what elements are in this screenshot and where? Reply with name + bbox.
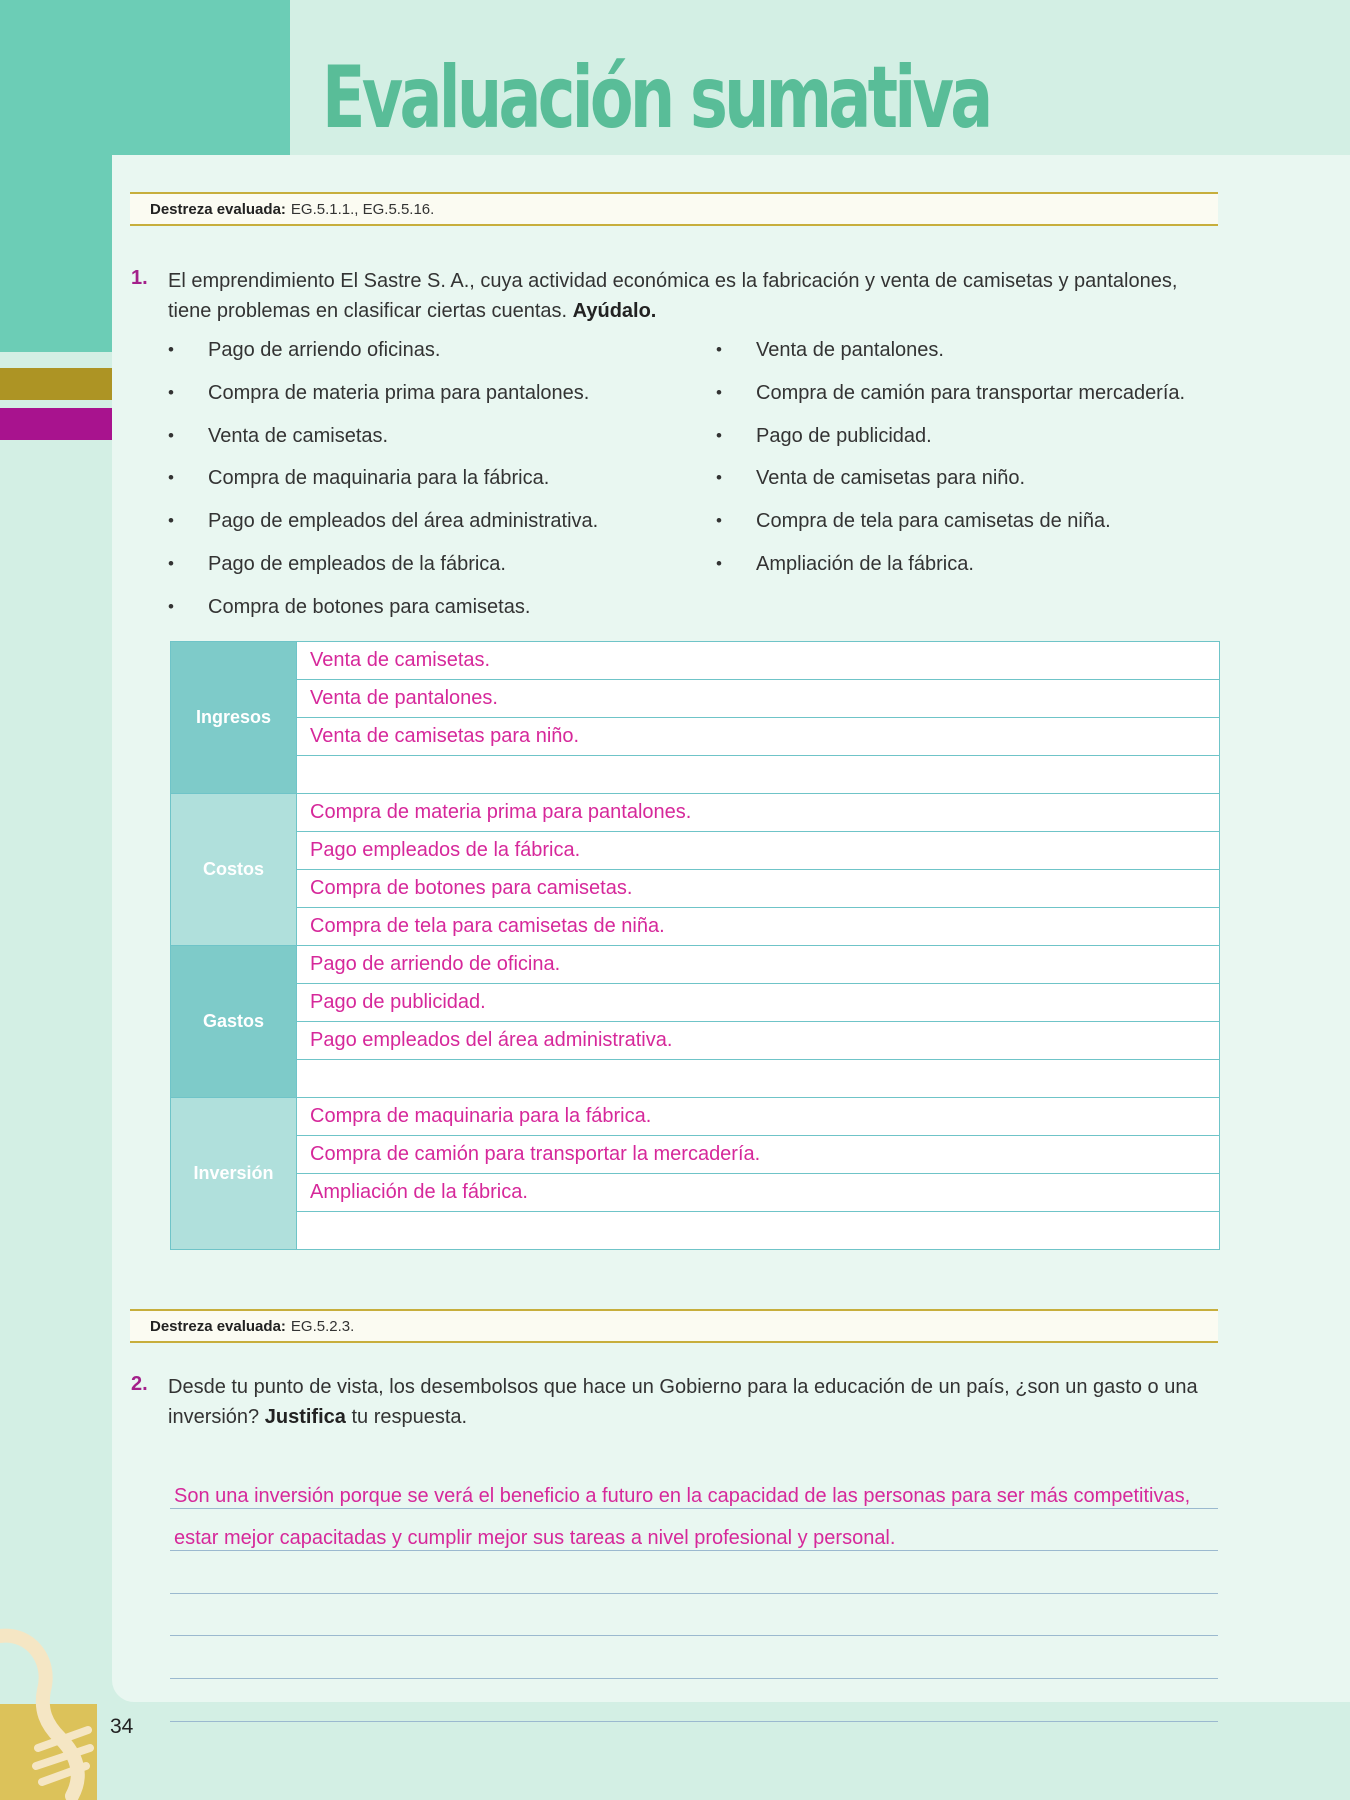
answer-cell[interactable]: Compra de materia prima para pantalones. [297, 794, 1220, 832]
list-item: • Venta de pantalones. [716, 332, 1185, 375]
question-2-emphasis: Justifica [264, 1406, 346, 1428]
answer-cell[interactable]: Pago empleados de la fábrica. [297, 832, 1220, 870]
skill-codes: EG.5.1.1., EG.5.5.16. [290, 200, 435, 218]
answer-cell[interactable]: Venta de camisetas para niño. [297, 718, 1220, 756]
skill-label: Destreza evaluada: [150, 200, 286, 218]
skill-codes: EG.5.2.3. [290, 1317, 355, 1335]
table-row [171, 718, 1220, 756]
skill-box-1 [130, 192, 1218, 226]
answer-cell[interactable] [297, 1212, 1220, 1250]
answer-line[interactable] [170, 1466, 1218, 1509]
answer-cell[interactable]: Venta de camisetas. [297, 642, 1220, 680]
answer-text: Son una inversión porque se verá el beneficio a futuro en la capacidad de las personas para ser más competitivas, [174, 1484, 1191, 1507]
account-list-left [168, 332, 598, 632]
table-row [171, 1212, 1220, 1250]
answer-area[interactable] [170, 1466, 1218, 1722]
answer-cell[interactable]: Compra de botones para camisetas. [297, 870, 1220, 908]
question-2-statement-end: tu respuesta. [351, 1406, 468, 1428]
table-row [171, 794, 1220, 832]
answer-cell[interactable]: Ampliación de la fábrica. [297, 1174, 1220, 1212]
category-gastos: Gastos [171, 946, 297, 1098]
table-row [171, 1098, 1220, 1136]
answer-text: estar mejor capacitadas y cumplir mejor sus tareas a nivel profesional y personal. [174, 1527, 896, 1550]
table-row [171, 1022, 1220, 1060]
answer-cell[interactable] [297, 756, 1220, 794]
answer-line[interactable] [170, 1551, 1218, 1594]
answer-cell[interactable]: Compra de camión para transportar la mercadería. [297, 1136, 1220, 1174]
skill-label: Destreza evaluada: [150, 1317, 286, 1335]
question-number-2: 2. [131, 1373, 148, 1395]
answer-line[interactable] [170, 1509, 1218, 1552]
list-item: • Pago de arriendo oficinas. [168, 332, 598, 375]
page-title: Evaluación sumativa [322, 48, 990, 148]
account-list-right [716, 332, 1185, 589]
list-item: • Compra de camión para transportar mercadería. [716, 375, 1185, 418]
list-item: • Venta de camisetas. [168, 418, 598, 461]
list-item: • Pago de empleados del área administrativa. [168, 503, 598, 546]
list-item: • Compra de materia prima para pantalones. [168, 375, 598, 418]
list-item: • Venta de camisetas para niño. [716, 460, 1185, 503]
question-2-text [168, 1372, 1220, 1432]
list-item: • Compra de botones para camisetas. [168, 589, 598, 632]
magenta-stripe [0, 408, 112, 440]
answer-line[interactable] [170, 1679, 1218, 1722]
table-row [171, 756, 1220, 794]
answer-cell[interactable]: Compra de maquinaria para la fábrica. [297, 1098, 1220, 1136]
category-ingresos: Ingresos [171, 642, 297, 794]
list-item: • Compra de tela para camisetas de niña. [716, 503, 1185, 546]
gold-stripe [0, 368, 112, 400]
table-row [171, 946, 1220, 984]
category-inversion: Inversión [171, 1098, 297, 1250]
answer-cell[interactable]: Pago de publicidad. [297, 984, 1220, 1022]
table-row [171, 1136, 1220, 1174]
table-row [171, 832, 1220, 870]
classification-table [170, 641, 1220, 1250]
question-1-statement: El emprendimiento El Sastre S. A., cuya actividad económica es la fabricación y venta de camisetas y pantalones, tiene problemas en clasificar ciertas cuentas. [168, 270, 1178, 322]
table-row [171, 680, 1220, 718]
answer-cell[interactable]: Pago empleados del área administrativa. [297, 1022, 1220, 1060]
answer-line[interactable] [170, 1594, 1218, 1637]
list-item: • Pago de publicidad. [716, 418, 1185, 461]
answer-line[interactable] [170, 1636, 1218, 1679]
answer-cell[interactable]: Compra de tela para camisetas de niña. [297, 908, 1220, 946]
answer-cell[interactable]: Pago de arriendo de oficina. [297, 946, 1220, 984]
table-row [171, 1174, 1220, 1212]
table-row [171, 908, 1220, 946]
category-costos: Costos [171, 794, 297, 946]
question-1-text [168, 266, 1220, 326]
question-number-1: 1. [131, 267, 148, 289]
lightbulb-icon [0, 1620, 100, 1800]
table-row [171, 984, 1220, 1022]
table-row [171, 1060, 1220, 1098]
table-row [171, 642, 1220, 680]
question-2-statement: Desde tu punto de vista, los desembolsos que hace un Gobierno para la educación de un país, ¿son un gasto o una inversión? [168, 1376, 1198, 1428]
list-item: • Pago de empleados de la fábrica. [168, 546, 598, 589]
answer-cell[interactable] [297, 1060, 1220, 1098]
list-item: • Ampliación de la fábrica. [716, 546, 1185, 589]
skill-box-2 [130, 1309, 1218, 1343]
question-1-emphasis: Ayúdalo. [572, 300, 657, 322]
list-item: • Compra de maquinaria para la fábrica. [168, 460, 598, 503]
answer-cell[interactable]: Venta de pantalones. [297, 680, 1220, 718]
page-number: 34 [110, 1715, 134, 1738]
table-row [171, 870, 1220, 908]
